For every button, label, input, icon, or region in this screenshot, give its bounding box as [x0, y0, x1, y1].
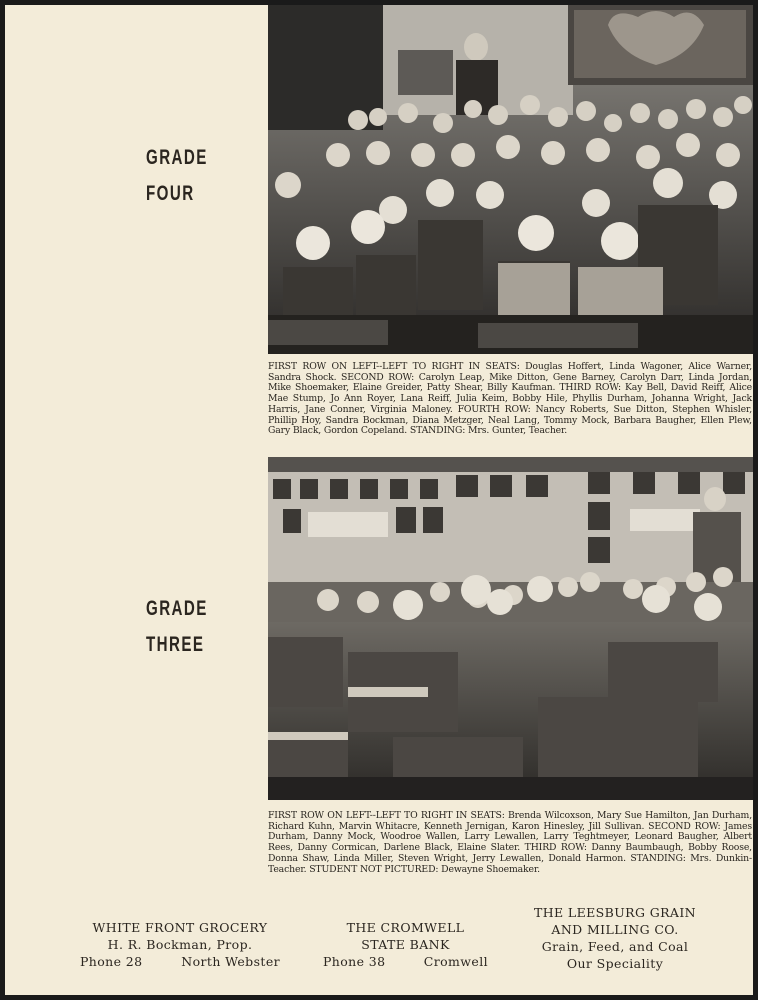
grade-four-heading [146, 140, 225, 212]
grade-four-class-photo [268, 5, 753, 354]
ad-grocery-contact [80, 953, 280, 970]
grade-three-label-line2: THREE [146, 633, 205, 656]
ad-white-front-grocery [80, 919, 280, 970]
ad-grocery-location: North Webster [181, 954, 280, 969]
ad-grain-products: Grain, Feed, and Coal [541, 939, 689, 954]
grade-four-photo-image [268, 5, 753, 354]
ad-bank-phone: Phone 38 [323, 954, 386, 969]
ad-grain-name-line2: AND MILLING CO. [551, 922, 679, 937]
grade-three-label-line1: GRADE [146, 597, 208, 620]
ad-leesburg-grain [520, 904, 710, 972]
ad-grocery-phone: Phone 28 [80, 954, 143, 969]
ad-cromwell-state-bank [323, 919, 488, 970]
ad-grain-speciality: Our Speciality [566, 956, 664, 971]
grade-four-label-line1: GRADE [146, 146, 208, 169]
ad-grain-name-line1: THE LEESBURG GRAIN [533, 905, 697, 920]
ad-bank-contact [323, 953, 488, 970]
grade-three-photo-image [268, 457, 753, 800]
ad-grocery-proprietor: H. R. Bockman, Prop. [107, 937, 253, 952]
grade-four-label-line2: FOUR [146, 182, 195, 205]
grade-three-heading [146, 591, 225, 663]
ad-bank-location: Cromwell [423, 954, 488, 969]
ad-bank-name-line1: THE CROMWELL [346, 920, 465, 935]
ad-grocery-name: WHITE FRONT GROCERY [92, 920, 268, 935]
grade-three-caption: FIRST ROW ON LEFT--LEFT TO RIGHT IN SEATS: Brenda Wilcoxson, Mary Sue Hamilton, Jan Durham, Richard Kuhn, Marvin Whitacre, Kenneth Jernigan, Karon Hinesley, Jill Sullivan. SECOND ROW: James Durham, Danny Mock, Woodroe Wallen, Larry Lewallen, Larry Teghtmeyer, Leonard Baugher, Albert Rees, Danny Cormican, Darlene Black, Elaine Slater. THIRD ROW: Danny Baumbaugh, Bobby Roose, Donna Shaw, Linda Miller, Steven Wright, Jerry Lewallen, Donald Harmon. STANDING: Mrs. Dunkin-Teacher. STUDENT NOT PICTURED: Dewayne Shoemaker. [268, 810, 752, 875]
grade-four-caption: FIRST ROW ON LEFT--LEFT TO RIGHT IN SEATS: Douglas Hoffert, Linda Wagoner, Alice Warner, Sandra Shock. SECOND ROW: Carolyn Leap, Mike Ditton, Gene Barney, Carolyn Darr, Linda Jordan, Mike Shoemaker, Elaine Greider, Patty Shear, Billy Kaufman. THIRD ROW: Kay Bell, David Reiff, Alice Mae Stump, Jo Ann Royer, Lana Reiff, Julia Keim, Bobby Hile, Phyllis Durham, Johanna Wright, Jack Harris, Jane Conner, Virginia Maloney. FOURTH ROW: Nancy Roberts, Sue Ditton, Stephen Whisler, Phillip Hoy, Sandra Bockman, Diana Metzger, Neal Lang, Tommy Mock, Barbara Baugher, Ellen Plew, Gary Black, Gordon Copeland. STANDING: Mrs. Gunter, Teacher. [268, 361, 752, 437]
grade-three-class-photo [268, 457, 753, 800]
ad-bank-name-line2: STATE BANK [361, 937, 450, 952]
